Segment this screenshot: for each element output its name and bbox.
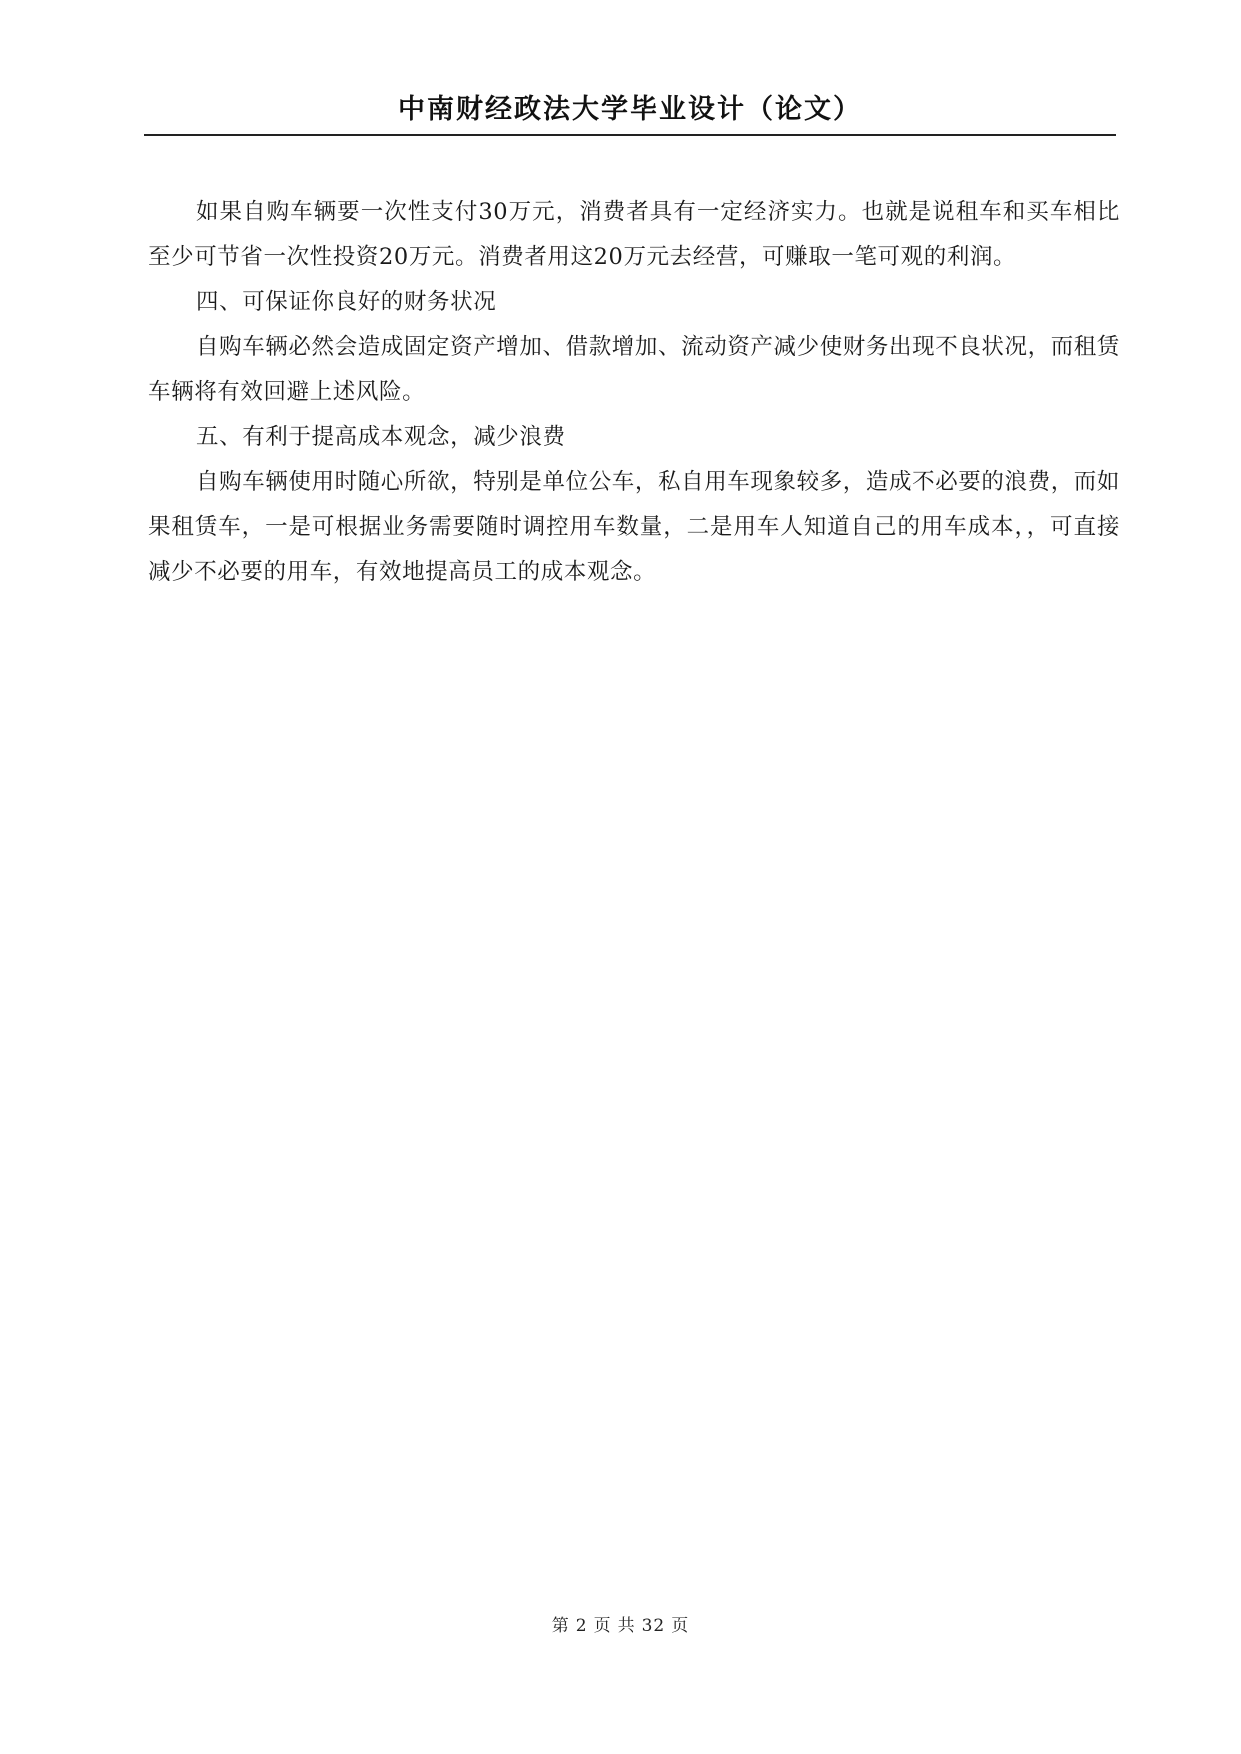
footer-suffix: 页 — [671, 1616, 690, 1636]
document-body — [148, 190, 1120, 595]
footer-prefix: 第 — [551, 1616, 570, 1636]
section-heading: 四、可保证你良好的财务状况 — [196, 289, 497, 315]
paragraph: 自购车辆使用时随心所欲，特别是单位公车，私自用车现象较多，造成不必要的浪费，而如果租赁车，一是可根据业务需要随时调控用车数量，二是用车人知道自己的用车成本，，可直接减少不必要的用车，有效地提高员工的成本观念。 — [148, 469, 1121, 585]
paragraph: 如果自购车辆要一次性支付30万元，消费者具有一定经济实力。也就是说租车和买车相比至少可节省一次性投资20万元。消费者用这20万元去经营，可赚取一笔可观的利润。 — [148, 199, 1120, 270]
page-footer — [0, 1614, 1241, 1638]
footer-current-page: 2 — [575, 1616, 588, 1636]
footer-page-word: 页 — [593, 1616, 612, 1636]
page-title: 中南财经政法大学毕业设计（论文） — [398, 94, 862, 125]
header-divider — [144, 134, 1116, 136]
footer-total-word: 共 — [617, 1616, 636, 1636]
page-header — [144, 92, 1116, 136]
footer-total-pages: 32 — [641, 1616, 666, 1636]
paragraph: 自购车辆必然会造成固定资产增加、借款增加、流动资产减少使财务出现不良状况，而租赁车辆将有效回避上述风险。 — [148, 334, 1121, 405]
section-heading: 五、有利于提高成本观念，减少浪费 — [196, 424, 566, 450]
